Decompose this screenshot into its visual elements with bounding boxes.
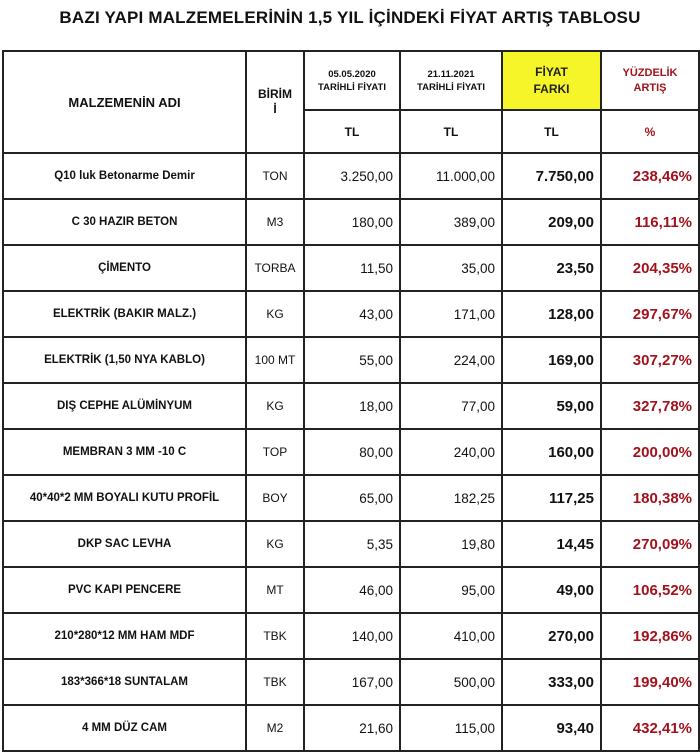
percent-increase-cell: 116,11% xyxy=(601,199,699,245)
price-2021-cell: 95,00 xyxy=(400,567,502,613)
currency-label: TL xyxy=(304,110,400,153)
table-row xyxy=(3,291,699,337)
unit-cell: 100 MT xyxy=(246,337,304,383)
material-name: 210*280*12 MM HAM MDF xyxy=(3,613,246,659)
price-2021-cell: 500,00 xyxy=(400,659,502,705)
material-name: C 30 HAZIR BETON xyxy=(3,199,246,245)
unit-cell: TON xyxy=(246,153,304,199)
percent-increase-cell: 192,86% xyxy=(601,613,699,659)
price-2021-cell: 240,00 xyxy=(400,429,502,475)
material-name: PVC KAPI PENCERE xyxy=(3,567,246,613)
percent-increase-cell: 327,78% xyxy=(601,383,699,429)
table-row xyxy=(3,153,699,199)
price-difference-cell: 333,00 xyxy=(502,659,601,705)
price-2021-cell: 171,00 xyxy=(400,291,502,337)
price-increase-table xyxy=(2,50,700,752)
table-row xyxy=(3,337,699,383)
price-difference-cell: 117,25 xyxy=(502,475,601,521)
unit-cell: MT xyxy=(246,567,304,613)
page-title: BAZI YAPI MALZEMELERİNİN 1,5 YIL İÇİNDEKİ FİYAT ARTIŞ TABLOSU xyxy=(59,8,641,27)
unit-cell: M2 xyxy=(246,705,304,751)
price-2020-cell: 55,00 xyxy=(304,337,400,383)
price-2020-cell: 5,35 xyxy=(304,521,400,567)
unit-cell: KG xyxy=(246,521,304,567)
price-difference-cell: 128,00 xyxy=(502,291,601,337)
header-pct-line2: ARTIŞ xyxy=(633,81,667,94)
header-percent-increase xyxy=(601,51,699,110)
price-2021-cell: 77,00 xyxy=(400,383,502,429)
percent-increase-cell: 200,00% xyxy=(601,429,699,475)
percent-increase-cell: 238,46% xyxy=(601,153,699,199)
table-row xyxy=(3,199,699,245)
unit-cell: TBK xyxy=(246,659,304,705)
percent-increase-cell: 270,09% xyxy=(601,521,699,567)
material-name: 40*40*2 MM BOYALI KUTU PROFİL xyxy=(3,475,246,521)
material-name: ÇİMENTO xyxy=(3,245,246,291)
header-date-2021 xyxy=(400,51,502,110)
header-date-2020-label: TARİHLİ FİYATI xyxy=(318,81,386,93)
price-difference-cell: 160,00 xyxy=(502,429,601,475)
table-row xyxy=(3,705,699,751)
price-2020-cell: 140,00 xyxy=(304,613,400,659)
price-difference-cell: 169,00 xyxy=(502,337,601,383)
material-name: DKP SAC LEVHA xyxy=(3,521,246,567)
price-difference-cell: 14,45 xyxy=(502,521,601,567)
material-name: 4 MM DÜZ CAM xyxy=(3,705,246,751)
price-2021-cell: 224,00 xyxy=(400,337,502,383)
header-date-2020 xyxy=(304,51,400,110)
price-2020-cell: 46,00 xyxy=(304,567,400,613)
price-difference-cell: 49,00 xyxy=(502,567,601,613)
header-row xyxy=(3,51,699,110)
header-pct-line1: YÜZDELİK xyxy=(622,66,678,79)
table-row xyxy=(3,613,699,659)
price-2020-cell: 65,00 xyxy=(304,475,400,521)
table-row xyxy=(3,245,699,291)
percent-increase-cell: 307,27% xyxy=(601,337,699,383)
unit-cell: KG xyxy=(246,291,304,337)
table-row xyxy=(3,383,699,429)
table-row xyxy=(3,659,699,705)
price-2020-cell: 3.250,00 xyxy=(304,153,400,199)
header-diff-line2: FARKI xyxy=(533,81,570,96)
price-difference-cell: 59,00 xyxy=(502,383,601,429)
table-row xyxy=(3,567,699,613)
unit-cell: KG xyxy=(246,383,304,429)
material-name: Q10 luk Betonarme Demir xyxy=(3,153,246,199)
price-2021-cell: 389,00 xyxy=(400,199,502,245)
price-2021-cell: 19,80 xyxy=(400,521,502,567)
percent-increase-cell: 432,41% xyxy=(601,705,699,751)
unit-cell: TORBA xyxy=(246,245,304,291)
price-2020-cell: 18,00 xyxy=(304,383,400,429)
table-row xyxy=(3,521,699,567)
percent-increase-cell: 106,52% xyxy=(601,567,699,613)
table-row xyxy=(3,429,699,475)
unit-cell: BOY xyxy=(246,475,304,521)
unit-cell: TOP xyxy=(246,429,304,475)
price-2020-cell: 11,50 xyxy=(304,245,400,291)
header-unit-line1: BİRİM xyxy=(258,87,292,101)
percent-increase-cell: 204,35% xyxy=(601,245,699,291)
price-difference-cell: 93,40 xyxy=(502,705,601,751)
header-diff-line1: FİYAT xyxy=(535,64,568,79)
price-2020-cell: 180,00 xyxy=(304,199,400,245)
header-unit-line2: İ xyxy=(273,102,277,116)
price-2021-cell: 410,00 xyxy=(400,613,502,659)
price-2020-cell: 80,00 xyxy=(304,429,400,475)
currency-label: TL xyxy=(400,110,502,153)
percent-label: % xyxy=(601,110,699,153)
table-row xyxy=(3,475,699,521)
material-name: ELEKTRİK (1,50 NYA KABLO) xyxy=(3,337,246,383)
price-2021-cell: 11.000,00 xyxy=(400,153,502,199)
material-name: 183*366*18 SUNTALAM xyxy=(3,659,246,705)
unit-cell: TBK xyxy=(246,613,304,659)
header-date-2021-value: 21.11.2021 xyxy=(427,68,475,80)
price-2020-cell: 43,00 xyxy=(304,291,400,337)
header-date-2020-value: 05.05.2020 xyxy=(328,68,376,80)
table-body xyxy=(3,153,699,751)
price-difference-cell: 270,00 xyxy=(502,613,601,659)
price-2021-cell: 35,00 xyxy=(400,245,502,291)
header-unit xyxy=(246,51,304,153)
price-difference-cell: 209,00 xyxy=(502,199,601,245)
price-difference-cell: 7.750,00 xyxy=(502,153,601,199)
material-name: ELEKTRİK (BAKIR MALZ.) xyxy=(3,291,246,337)
material-name: DIŞ CEPHE ALÜMİNYUM xyxy=(3,383,246,429)
price-2020-cell: 21,60 xyxy=(304,705,400,751)
header-date-2021-label: TARİHLİ FİYATI xyxy=(417,81,485,93)
unit-cell: M3 xyxy=(246,199,304,245)
price-2021-cell: 182,25 xyxy=(400,475,502,521)
header-material: MALZEMENİN ADI xyxy=(3,51,246,153)
price-difference-cell: 23,50 xyxy=(502,245,601,291)
percent-increase-cell: 297,67% xyxy=(601,291,699,337)
price-2020-cell: 167,00 xyxy=(304,659,400,705)
currency-label: TL xyxy=(502,110,601,153)
percent-increase-cell: 180,38% xyxy=(601,475,699,521)
header-price-difference xyxy=(502,51,601,110)
percent-increase-cell: 199,40% xyxy=(601,659,699,705)
price-2021-cell: 115,00 xyxy=(400,705,502,751)
material-name: MEMBRAN 3 MM -10 C xyxy=(3,429,246,475)
